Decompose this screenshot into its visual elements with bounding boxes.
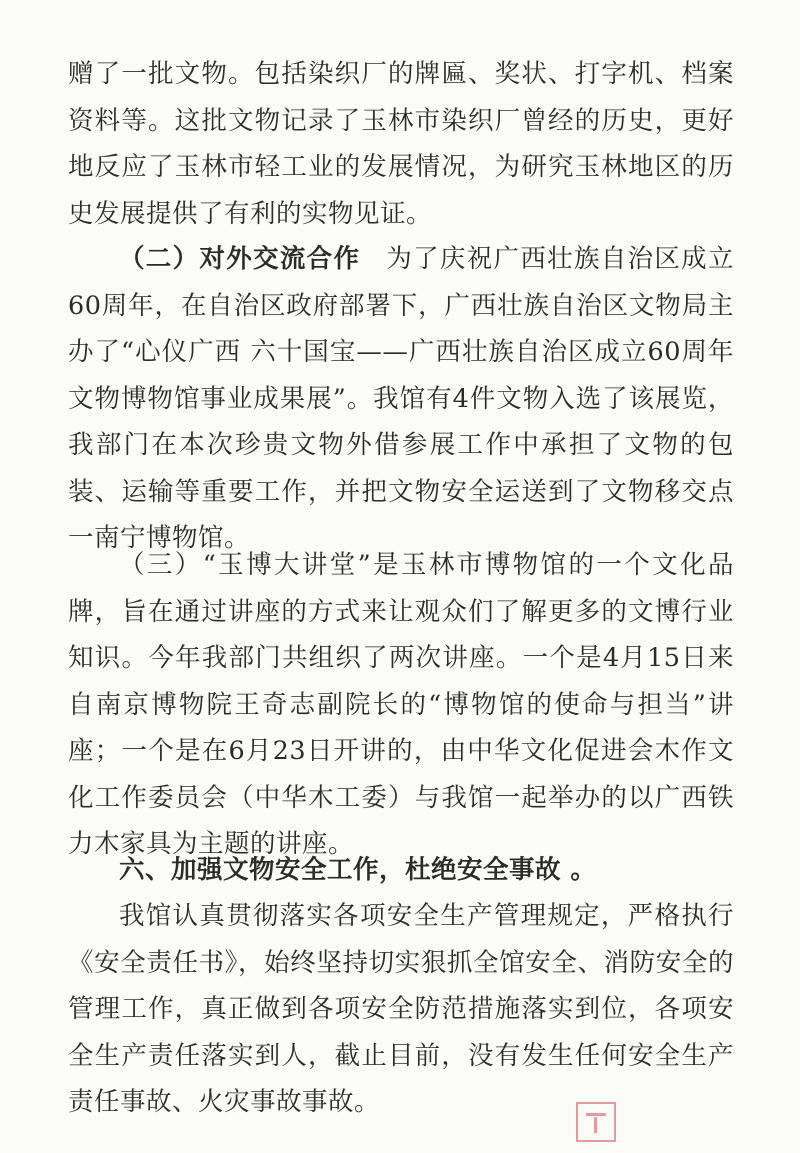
section-heading-safety: 六、加强文物安全工作，杜绝安全事故 。	[119, 855, 597, 885]
paragraph-exchange-cooperation	[68, 236, 734, 562]
paragraph-exchange-body: 为了庆祝广西壮族自治区成立60周年，在自治区政府部署下，广西壮族自治区文物局主办了“心仪广西 六十国宝——广西壮族自治区成立60周年文物博物馆事业成果展”。我馆有4件文物入选了该展览，我部门在本次珍贵文物外借参展工作中承担了文物的包装、运输等重要工作，并把文物安全运送到了文物移交点一南宁博物馆。	[68, 244, 734, 553]
paragraph-safety-body: 我馆认真贯彻落实各项安全生产管理规定，严格执行《安全责任书》，始终坚持切实狠抓全馆安全、消防安全的管理工作，真正做到各项安全防范措施落实到位，各项安全生产责任落实到人，截止目前，没有发生任何安全生产责任事故、火灾事故事故。	[68, 901, 734, 1117]
red-seal-logo-icon	[576, 1102, 616, 1142]
paragraph-lecture-hall: （三）“玉博大讲堂”是玉林市博物馆的一个文化品牌，旨在通过讲座的方式来让观众们了解更多的文博行业知识。今年我部门共组织了两次讲座。一个是4月15日来自南京博物院王奇志副院长的“博物馆的使命与担当”讲座；一个是在6月23日开讲的，由中华文化促进会木作文化工作委员会（中华木工委）与我馆一起举办的以广西铁力木家具为主题的讲座。	[68, 550, 734, 859]
watermark	[576, 1102, 790, 1142]
section-heading-exchange: （二）对外交流合作	[119, 244, 361, 274]
paragraph-donation: 赠了一批文物。包括染织厂的牌匾、奖状、打字机、档案资料等。这批文物记录了玉林市染织厂曾经的历史，更好地反应了玉林市轻工业的发展情况，为研究玉林地区的历史发展提供了有利的实物见证。	[68, 59, 734, 229]
